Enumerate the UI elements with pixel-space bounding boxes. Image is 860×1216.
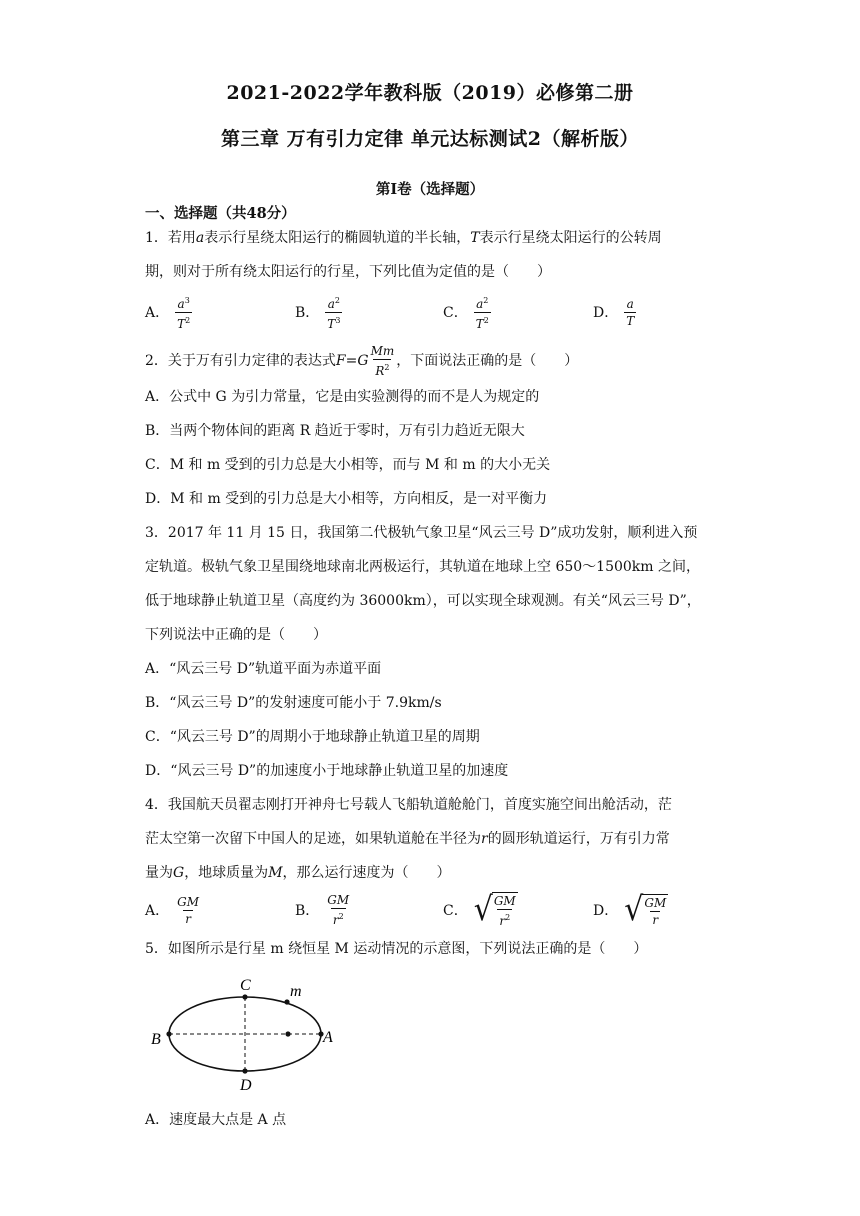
q3-option-c[interactable]: C．“风云三号 D”的周期小于地球静止轨道卫星的周期 bbox=[145, 729, 480, 745]
q2-stem: 2．关于万有引力定律的表达式 F = G $\frac{Mm}{R^2}$ ，下面说法正确的是（ ） bbox=[145, 344, 579, 378]
sqrt-symbol: √ bbox=[624, 890, 644, 929]
q3-option-a[interactable]: A．“风云三号 D”轨道平面为赤道平面 bbox=[145, 661, 382, 677]
q1-stem-line2: 期，则对于所有绕太阳运行的行星，下列比值为定值的是（ ） bbox=[145, 264, 551, 280]
q1-option-d[interactable]: D． $\frac{a}{T}$ bbox=[593, 296, 635, 328]
sqrt-symbol: √ bbox=[473, 890, 493, 929]
q3-option-b[interactable]: B．“风云三号 D”的发射速度可能小于 7.9km/s bbox=[145, 695, 442, 711]
q3-option-d[interactable]: D．“风云三号 D”的加速度小于地球静止轨道卫星的加速度 bbox=[145, 763, 509, 779]
label-a: A bbox=[323, 1029, 333, 1046]
q4-option-c[interactable]: C． √ $\frac{GM}{r^2}$ bbox=[443, 890, 516, 929]
point-b bbox=[166, 1031, 171, 1036]
q1-stem-line1: 1．若用a表示行星绕太阳运行的椭圆轨道的半长轴，T表示行星绕太阳运行的公转周 bbox=[145, 230, 662, 246]
label-b: B bbox=[151, 1031, 161, 1048]
q3-stem-line4: 下列说法中正确的是（ ） bbox=[145, 627, 327, 643]
orbit-diagram bbox=[145, 970, 345, 1090]
q5-option-a[interactable]: A．速度最大点是 A 点 bbox=[145, 1112, 287, 1128]
part-title: 第I卷（选择题） bbox=[375, 181, 485, 198]
q1-options bbox=[145, 292, 705, 332]
q1-option-a[interactable]: A． $\frac{a^3}{T^2}$ bbox=[145, 295, 191, 331]
q2-option-b[interactable]: B．当两个物体间的距离 R 趋近于零时，万有引力趋近无限大 bbox=[145, 423, 525, 439]
q5-stem: 5．如图所示是行星 m 绕恒星 M 运动情况的示意图，下列说法正确的是（ ） bbox=[145, 941, 648, 957]
q3-stem-line2: 定轨道。极轨气象卫星围绕地球南北两极运行，其轨道在地球上空 650～1500km 之间， bbox=[145, 559, 701, 575]
q2-formula: F = G $\frac{Mm}{R^2}$ bbox=[335, 344, 395, 378]
q2-option-d[interactable]: D．M 和 m 受到的引力总是大小相等，方向相反，是一对平衡力 bbox=[145, 491, 548, 507]
section-title: 一、选择题（共48分） bbox=[145, 205, 296, 222]
q2-option-c[interactable]: C．M 和 m 受到的引力总是大小相等，而与 M 和 m 的大小无关 bbox=[145, 457, 551, 473]
q4-stem-line2: 茫太空第一次留下中国人的足迹，如果轨道舱在半径为r的圆形轨道运行，万有引力常 bbox=[145, 831, 670, 847]
document-title-line1: 2021-2022学年教科版（2019）必修第二册 bbox=[226, 82, 634, 104]
q4-stem-line3: 量为G，地球质量为M，那么运行速度为（ ） bbox=[145, 865, 451, 881]
q4-option-a[interactable]: A． $\frac{GM}{r}$ bbox=[145, 894, 199, 926]
document-title-line2: 第三章 万有引力定律 单元达标测试2（解析版） bbox=[221, 128, 639, 150]
star-m-big bbox=[285, 1031, 290, 1036]
q3-stem-line3: 低于地球静止轨道卫星（高度约为 36000km），可以实现全球观测。有关“风云三号 D”， bbox=[145, 593, 701, 609]
q4-option-d[interactable]: D． √ $\frac{GM}{r}$ bbox=[593, 890, 667, 929]
point-d bbox=[242, 1068, 247, 1073]
q2-option-a[interactable]: A．公式中 G 为引力常量，它是由实验测得的而不是人为规定的 bbox=[145, 389, 540, 405]
q1-option-c[interactable]: C． $\frac{a^2}{T^2}$ bbox=[443, 295, 489, 331]
q3-stem-line1: 3．2017 年 11 月 15 日，我国第二代极轨气象卫星“风云三号 D”成功发射，顺利进入预 bbox=[145, 525, 698, 541]
label-c: C bbox=[240, 977, 251, 994]
label-d: D bbox=[240, 1077, 252, 1090]
q4-options bbox=[145, 890, 705, 930]
q4-stem-line1: 4．我国航天员翟志刚打开神舟七号载人飞船轨道舱舱门，首度实施空间出舱活动，茫 bbox=[145, 797, 672, 813]
q1-option-b[interactable]: B． $\frac{a^2}{T^3}$ bbox=[295, 295, 341, 331]
q4-option-b[interactable]: B． $\frac{GM}{r^2}$ bbox=[295, 893, 350, 927]
point-c bbox=[242, 994, 247, 999]
planet-m bbox=[284, 999, 289, 1004]
label-m: m bbox=[290, 983, 302, 1000]
